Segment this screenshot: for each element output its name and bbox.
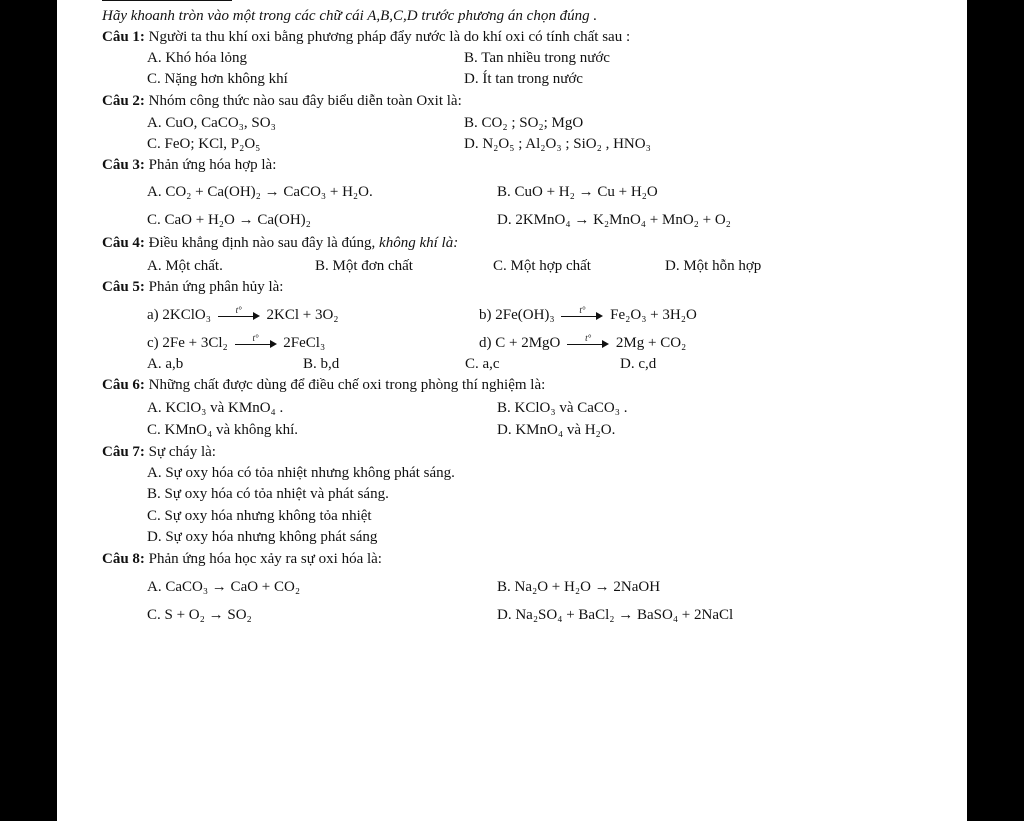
q2-option-c[interactable]: C. FeO; KCl, P₂O₅ bbox=[147, 136, 261, 152]
question-4: Câu 4: Điều khẳng định nào sau đây là đúng, không khí là: bbox=[102, 235, 459, 251]
q3-option-d[interactable]: D. 2KMnO₄ → K₂MnO₄ + MnO₂ + O₂ bbox=[497, 212, 731, 228]
question-3: Câu 3: Phản ứng hóa hợp là: bbox=[102, 157, 277, 173]
instruction: Hãy khoanh tròn vào một trong các chữ cái A,B,C,D trước phương án chọn đúng . bbox=[102, 8, 598, 24]
q5-reaction-b: b) 2Fe(OH)₃ t° Fe₂O₃ + 3H₂O bbox=[479, 304, 697, 323]
q2-option-a[interactable]: A. CuO, CaCO₃, SO₃ bbox=[147, 115, 276, 131]
q5-reaction-a: a) 2KClO₃ t° 2KCl + 3O₂ bbox=[147, 304, 339, 323]
q5-option-b[interactable]: B. b,d bbox=[303, 356, 340, 372]
q5-option-c[interactable]: C. a,c bbox=[465, 356, 500, 372]
q6-option-a[interactable]: A. KClO₃ và KMnO₄ . bbox=[147, 400, 284, 416]
header-rule bbox=[102, 0, 232, 1]
q4-option-a[interactable]: A. Một chất. bbox=[147, 258, 223, 274]
q7-option-a[interactable]: A. Sự oxy hóa có tỏa nhiệt nhưng không phát sáng. bbox=[147, 465, 455, 481]
q6-option-c[interactable]: C. KMnO₄ và không khí. bbox=[147, 422, 299, 438]
q4-option-b[interactable]: B. Một đơn chất bbox=[315, 258, 413, 274]
q3-option-c[interactable]: C. CaO + H₂O → Ca(OH)₂ bbox=[147, 212, 311, 228]
q5-option-a[interactable]: A. a,b bbox=[147, 356, 184, 372]
q8-option-c[interactable]: C. S + O₂ → SO₂ bbox=[147, 607, 252, 623]
q5-reaction-d: d) C + 2MgO t° 2Mg + CO₂ bbox=[479, 332, 687, 351]
question-1: Câu 1: Người ta thu khí oxi bằng phương pháp đẩy nước là do khí oxi có tính chất sau : bbox=[102, 29, 631, 45]
q2-option-d[interactable]: D. N₂O₅ ; Al₂O₃ ; SiO₂ , HNO₃ bbox=[464, 136, 651, 152]
question-7: Câu 7: Sự cháy là: bbox=[102, 444, 216, 460]
q7-option-d[interactable]: D. Sự oxy hóa nhưng không phát sáng bbox=[147, 529, 378, 545]
q8-option-d[interactable]: D. Na₂SO₄ + BaCl₂ → BaSO₄ + 2NaCl bbox=[497, 607, 734, 623]
q6-option-d[interactable]: D. KMnO₄ và H₂O. bbox=[497, 422, 616, 438]
q2-option-b[interactable]: B. CO₂ ; SO₂; MgO bbox=[464, 115, 584, 131]
reaction-arrow-icon: t° bbox=[561, 311, 603, 321]
question-2: Câu 2: Nhóm công thức nào sau đây biểu diễn toàn Oxit là: bbox=[102, 93, 462, 109]
reaction-arrow-icon: t° bbox=[567, 339, 609, 349]
q6-option-b[interactable]: B. KClO₃ và CaCO₃ . bbox=[497, 400, 628, 416]
question-5: Câu 5: Phản ứng phân hủy là: bbox=[102, 279, 284, 295]
q3-option-a[interactable]: A. CO₂ + Ca(OH)₂ → CaCO₃ + H₂O. bbox=[147, 184, 373, 200]
question-8: Câu 8: Phản ứng hóa học xảy ra sự oxi hóa là: bbox=[102, 551, 382, 567]
q5-reaction-c: c) 2Fe + 3Cl₂ t° 2FeCl₃ bbox=[147, 332, 326, 351]
q5-option-d[interactable]: D. c,d bbox=[620, 356, 657, 372]
q1-option-a[interactable]: A. Khó hóa lỏng bbox=[147, 50, 247, 66]
reaction-arrow-icon: t° bbox=[218, 311, 260, 321]
q4-option-d[interactable]: D. Một hỗn hợp bbox=[665, 258, 762, 274]
q4-option-c[interactable]: C. Một hợp chất bbox=[493, 258, 591, 274]
q7-option-b[interactable]: B. Sự oxy hóa có tỏa nhiệt và phát sáng. bbox=[147, 486, 389, 502]
reaction-arrow-icon: t° bbox=[235, 339, 277, 349]
document-page bbox=[57, 0, 967, 821]
q8-option-a[interactable]: A. CaCO₃ → CaO + CO₂ bbox=[147, 579, 301, 595]
q1-option-c[interactable]: C. Nặng hơn không khí bbox=[147, 71, 288, 87]
question-6: Câu 6: Những chất được dùng để điều chế oxi trong phòng thí nghiệm là: bbox=[102, 377, 546, 393]
q3-option-b[interactable]: B. CuO + H₂ → Cu + H₂O bbox=[497, 184, 658, 200]
q1-option-d[interactable]: D. Ít tan trong nước bbox=[464, 71, 583, 87]
q1-option-b[interactable]: B. Tan nhiều trong nước bbox=[464, 50, 610, 66]
q8-option-b[interactable]: B. Na₂O + H₂O → 2NaOH bbox=[497, 579, 661, 595]
q7-option-c[interactable]: C. Sự oxy hóa nhưng không tỏa nhiệt bbox=[147, 508, 372, 524]
